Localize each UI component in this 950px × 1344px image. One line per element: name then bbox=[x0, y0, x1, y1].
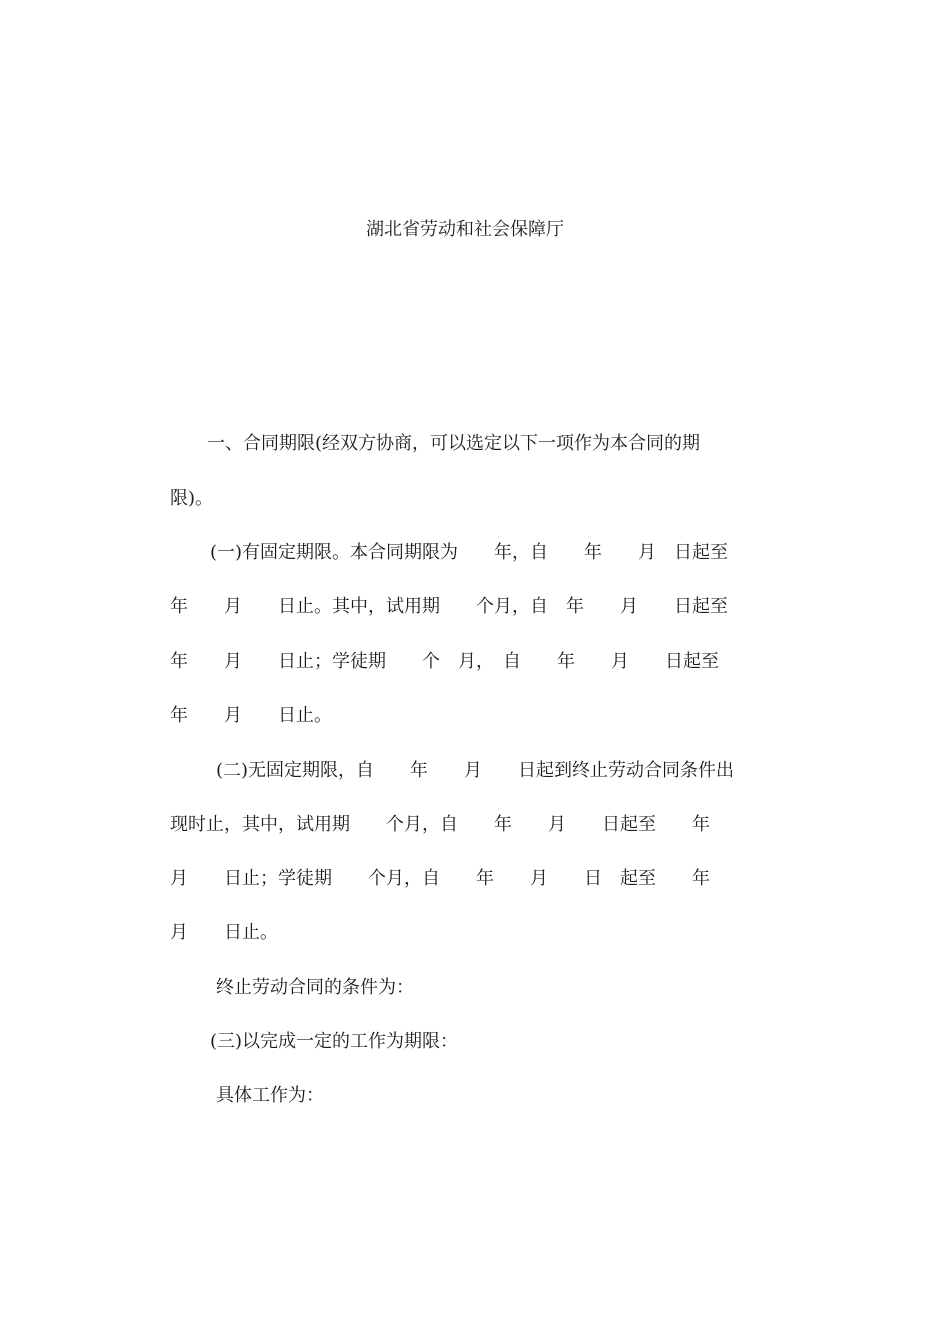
specific-work: 具体工作为： bbox=[216, 1085, 324, 1106]
paragraph-line: 月 日止；学徒期 个月，自 年 月 日 起至 年 bbox=[170, 868, 710, 889]
clause-task-term: (三)以完成一定的工作为期限： bbox=[210, 1031, 459, 1052]
clause-open-term: (二)无固定期限，自 年 月 日起到终止劳动合同条件出 bbox=[216, 760, 735, 781]
section-1-heading: 一、合同期限(经双方协商，可以选定以下一项作为本合同的期 bbox=[207, 433, 701, 454]
termination-conditions: 终止劳动合同的条件为： bbox=[216, 977, 414, 998]
paragraph-line: 月 日止。 bbox=[170, 922, 278, 943]
document-title: 湖北省劳动和社会保障厅 bbox=[366, 219, 564, 240]
paragraph-line: 年 月 日止。其中，试用期 个月，自 年 月 日起至 bbox=[170, 596, 728, 617]
paragraph-line: 限)。 bbox=[170, 488, 214, 509]
clause-fixed-term: (一)有固定期限。本合同期限为 年，自 年 月 日起至 bbox=[210, 542, 729, 563]
paragraph-line: 现时止，其中，试用期 个月，自 年 月 日起至 年 bbox=[170, 814, 710, 835]
paragraph-line: 年 月 日止。 bbox=[170, 705, 332, 726]
paragraph-line: 年 月 日止；学徒期 个 月， 自 年 月 日起至 bbox=[170, 651, 719, 672]
